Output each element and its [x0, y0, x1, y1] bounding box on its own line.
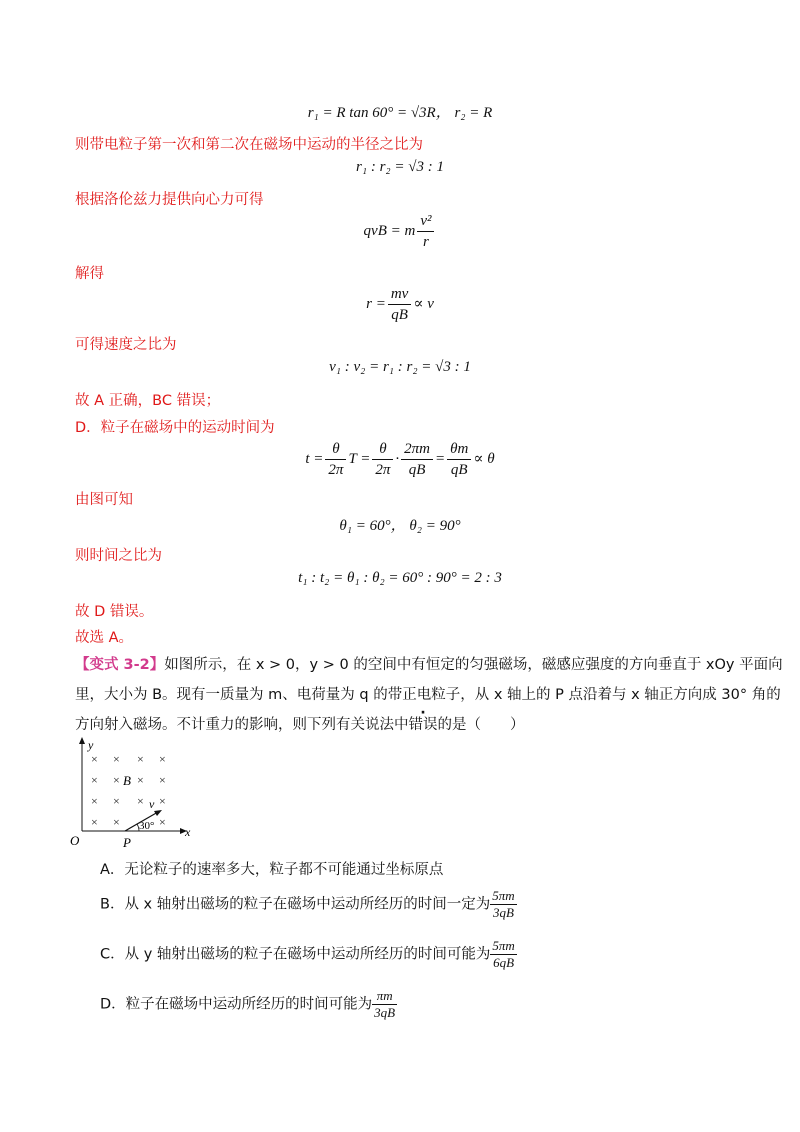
- option-a: A．无论粒子的速率多大，粒子都不可能通过坐标原点: [100, 862, 444, 878]
- equation-time-ratio: t₁ : t₂ = θ₁ : θ₂ = 60° : 90° = 2 : 3: [298, 570, 502, 586]
- option-c: C．从 y 轴射出磁场的粒子在磁场中运动所经历的时间可能为 $\frac{5\pi m}{6qB}$: [100, 938, 515, 970]
- problem-line-1: 【变式 3-2】如图所示，在 x > 0，y > 0 的空间中有恒定的匀强磁场，磁感应强度的方向垂直于 xOy 平面向: [75, 657, 783, 673]
- y-axis-arrow: [79, 737, 85, 744]
- label-origin: O: [70, 833, 80, 848]
- text-speed-ratio-intro: 可得速度之比为: [75, 337, 177, 353]
- equation-time: t = $\frac{\theta}{2\pi}$ T = $\frac{\theta}{2\pi}$ · $\frac{2\pi m}{qB}$ = $\frac{\theta m}{qB}$ ∝ θ: [305, 441, 495, 478]
- field-cross: ×: [159, 815, 166, 829]
- variant-tag: 【变式 3-2】: [75, 657, 165, 673]
- text-d-time: D．粒子在磁场中的运动时间为: [75, 420, 275, 436]
- text-d-wrong: 故 D 错误。: [75, 604, 154, 620]
- field-cross: ×: [113, 815, 120, 829]
- field-cross: ×: [91, 794, 98, 808]
- field-cross: ×: [159, 752, 166, 766]
- field-cross: ×: [91, 815, 98, 829]
- field-cross: ×: [137, 752, 144, 766]
- label-v: v: [149, 797, 155, 811]
- emphasis-wrong: 错误: [408, 717, 438, 733]
- label-b: B: [123, 773, 131, 788]
- text-lorentz: 根据洛伦兹力提供向心力可得: [75, 192, 264, 208]
- problem-line-3: 方向射入磁场。不计重力的影响，则下列有关说法中错误的是（ ）: [75, 717, 525, 733]
- label-p: P: [123, 835, 131, 850]
- magnetic-field-figure: [55, 735, 215, 855]
- text-from-figure: 由图可知: [75, 492, 133, 508]
- equation-radius-formula: r = $\frac{mv}{qB}$ ∝ v: [366, 286, 434, 323]
- equation-radius-ratio: r₁ : r₂ = √3 : 1: [356, 159, 444, 175]
- equation-speed-ratio: v₁ : v₂ = r₁ : r₂ = √3 : 1: [329, 359, 471, 375]
- field-cross: ×: [137, 794, 144, 808]
- equation-radii: r₁ = R tan 60° = √3R， r₂ = R: [307, 105, 493, 121]
- text-choose-a: 故选 A。: [75, 630, 134, 646]
- field-cross: ×: [91, 752, 98, 766]
- field-cross: ×: [137, 773, 144, 787]
- label-y: y: [88, 738, 94, 752]
- field-cross: ×: [159, 794, 166, 808]
- field-cross: ×: [159, 773, 166, 787]
- text-time-ratio-intro: 则时间之比为: [75, 548, 162, 564]
- text-a-correct: 故 A 正确，BC 错误；: [75, 393, 221, 409]
- field-cross: ×: [91, 773, 98, 787]
- field-crosses: [91, 752, 166, 829]
- field-cross: ×: [113, 752, 120, 766]
- equation-angles: θ₁ = 60°， θ₂ = 90°: [339, 518, 461, 534]
- text-solve: 解得: [75, 266, 104, 282]
- option-d: D．粒子在磁场中运动所经历的时间可能为 $\frac{\pi m}{3qB}$: [100, 988, 396, 1020]
- text-radius-ratio-intro: 则带电粒子第一次和第二次在磁场中运动的半径之比为: [75, 137, 423, 153]
- label-x: x: [185, 825, 191, 839]
- equation-lorentz-force: qvB = m $\frac{\text{v²}}{r}$: [0, 212, 800, 251]
- option-b: B．从 x 轴射出磁场的粒子在磁场中运动所经历的时间一定为 $\frac{5\pi m}{3qB}$: [100, 888, 515, 920]
- field-cross: ×: [113, 794, 120, 808]
- field-cross: ×: [113, 773, 120, 787]
- problem-line-2: 里，大小为 B。现有一质量为 m、电荷量为 q 的带正电粒子，从 x 轴上的 P 点沿着与 x 轴正方向成 30° 角的: [75, 687, 781, 703]
- label-angle: 30°: [139, 820, 155, 832]
